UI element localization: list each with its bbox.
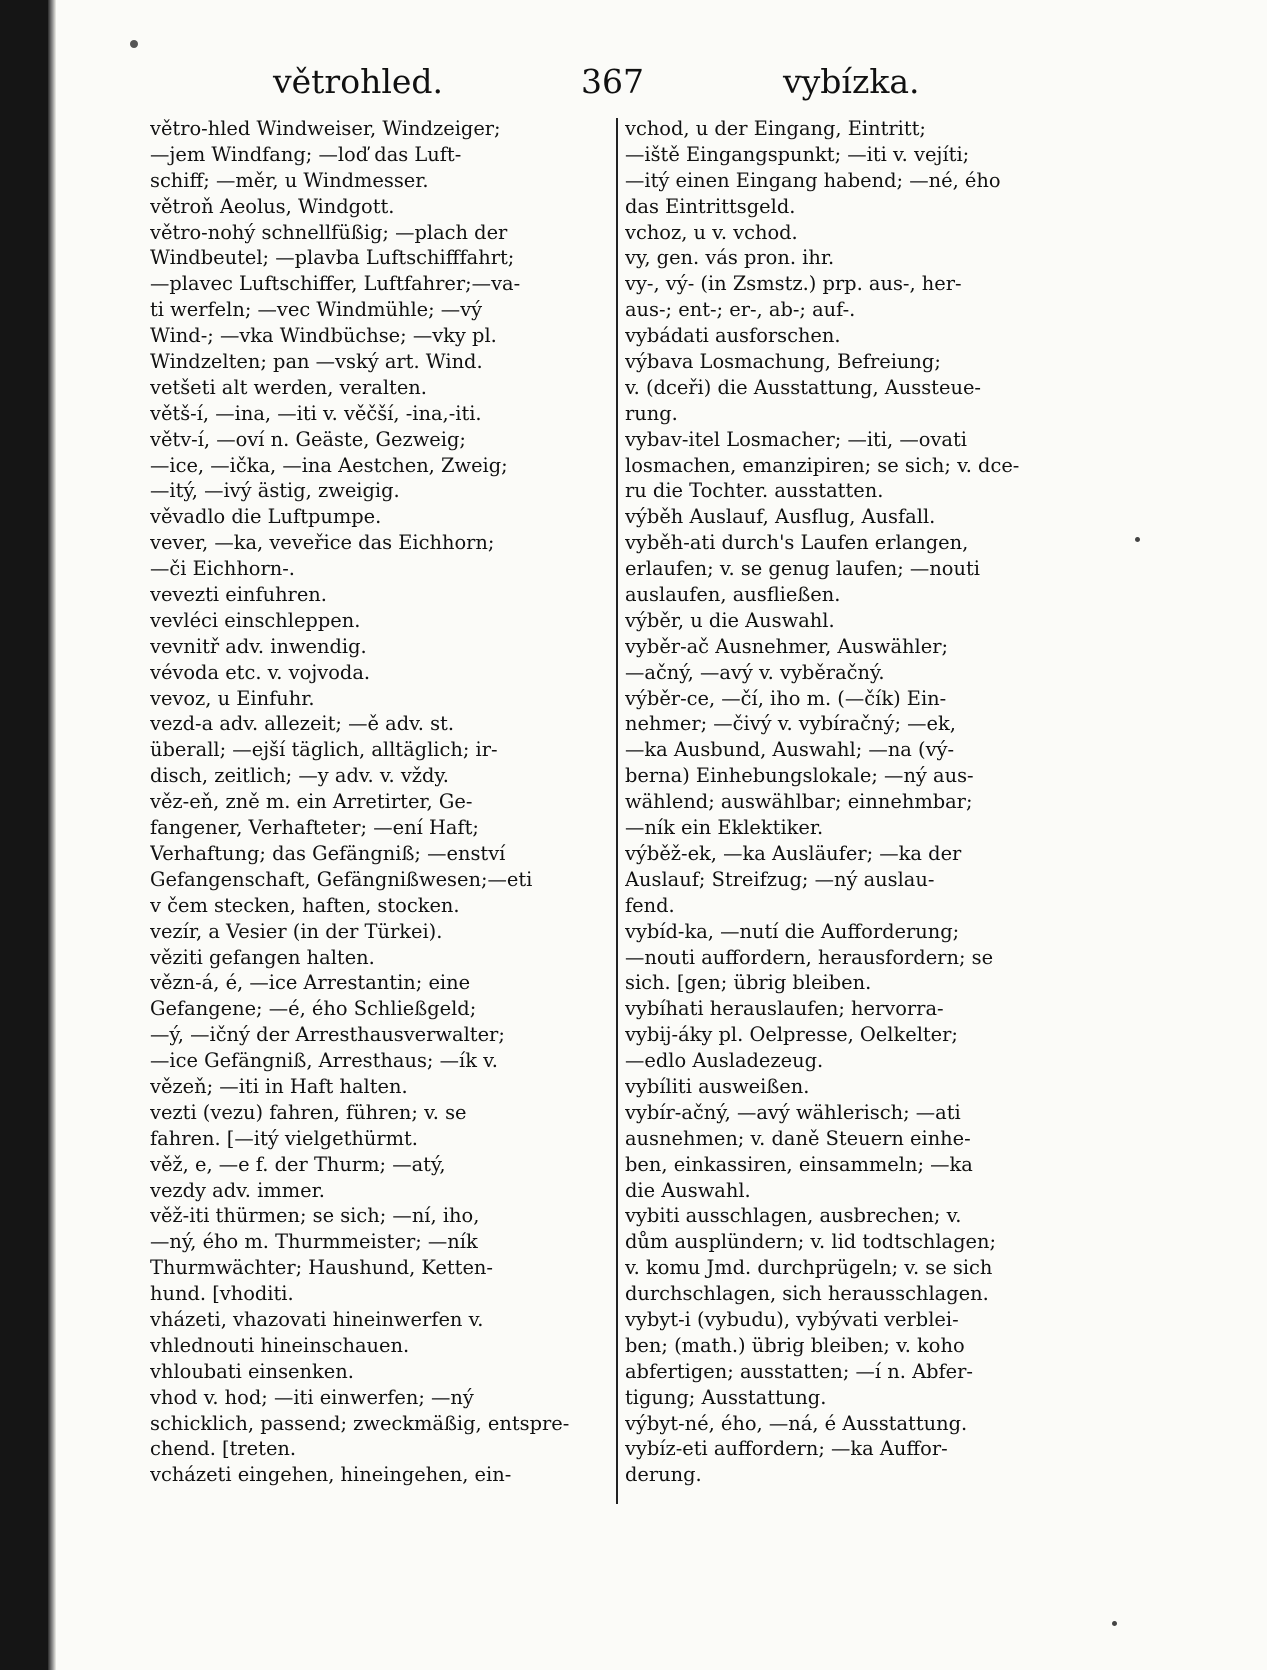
dictionary-entry-line: vchoz, u v. vchod. bbox=[625, 220, 798, 244]
dictionary-entry-line: věž-iti thürmen; se sich; —ní, iho, bbox=[150, 1204, 480, 1228]
dictionary-entry-line: wählend; auswählbar; einnehmbar; bbox=[625, 790, 973, 814]
dictionary-entry-line: —ý, —ičný der Arresthausverwalter; bbox=[150, 1023, 505, 1047]
dictionary-entry-line: ben; (math.) übrig bleiben; v. koho bbox=[625, 1333, 965, 1357]
page-number: 367 bbox=[581, 62, 644, 101]
dictionary-entry-line: aus-; ent-; er-, ab-; auf-. bbox=[625, 298, 856, 322]
dictionary-entry-line: v. (dceři) die Ausstattung, Aussteue- bbox=[625, 375, 981, 399]
dictionary-entry-line: vezd-a adv. allezeit; —ě adv. st. bbox=[150, 712, 454, 736]
dictionary-entry-line: vyběh-ati durch's Laufen erlangen, bbox=[625, 531, 969, 555]
dictionary-entry-line: Wind-; —vka Windbüchse; —vky pl. bbox=[150, 324, 497, 348]
dictionary-entry-line: Thurmwächter; Haushund, Ketten- bbox=[150, 1256, 493, 1280]
dictionary-entry-line: die Auswahl. bbox=[625, 1178, 751, 1202]
dictionary-entry-line: disch, zeitlich; —y adv. v. vždy. bbox=[150, 764, 449, 788]
dictionary-entry-line: výběr-ce, —čí, iho m. (—čík) Ein- bbox=[625, 686, 947, 710]
dictionary-entry-line: —ka Ausbund, Auswahl; —na (vý- bbox=[625, 738, 955, 762]
dictionary-entry-line: erlaufen; v. se genug laufen; —nouti bbox=[625, 557, 980, 581]
dictionary-entry-line: vcházeti eingehen, hineingehen, ein- bbox=[150, 1463, 512, 1487]
dictionary-entry-line: —plavec Luftschiffer, Luftfahrer;—va- bbox=[150, 272, 521, 296]
dictionary-entry-line: vhod v. hod; —iti einwerfen; —ný bbox=[150, 1385, 474, 1409]
dictionary-entry-line: sich. [gen; übrig bleiben. bbox=[625, 971, 872, 995]
dictionary-entry-line: —ný, ého m. Thurmmeister; —ník bbox=[150, 1230, 478, 1254]
dictionary-entry-line: Gefangenschaft, Gefängnißwesen;—eti bbox=[150, 867, 533, 891]
dictionary-entry-line: tigung; Ausstattung. bbox=[625, 1385, 827, 1409]
dictionary-entry-line: das Eintrittsgeld. bbox=[625, 194, 796, 218]
dictionary-entry-line: vybyt-i (vybudu), vybývati verblei- bbox=[625, 1307, 959, 1331]
dictionary-entry-line: Windzelten; pan —vský art. Wind. bbox=[150, 350, 483, 374]
dictionary-entry-line: —ačný, —avý v. vyběračný. bbox=[625, 660, 885, 684]
dictionary-entry-line: výbyt-né, ého, —ná, é Ausstattung. bbox=[625, 1411, 968, 1435]
dictionary-entry-line: ausnehmen; v. daně Steuern einhe- bbox=[625, 1126, 971, 1150]
dictionary-entry-line: vetšeti alt werden, veralten. bbox=[150, 375, 427, 399]
dictionary-entry-line: vybádati ausforschen. bbox=[625, 324, 841, 348]
dictionary-entry-line: výběh Auslauf, Ausflug, Ausfall. bbox=[625, 505, 936, 529]
dictionary-entry-line: durchschlagen, sich herausschlagen. bbox=[625, 1282, 989, 1306]
dictionary-entry-line: —ník ein Eklektiker. bbox=[625, 816, 824, 840]
dictionary-entry-line: vévoda etc. v. vojvoda. bbox=[150, 660, 371, 684]
dictionary-entry-line: berna) Einhebungslokale; —ný aus- bbox=[625, 764, 974, 788]
dictionary-entry-line: vhlednouti hineinschauen. bbox=[150, 1333, 410, 1357]
dictionary-entry-line: auslaufen, ausfließen. bbox=[625, 583, 841, 607]
dictionary-entry-line: —či Eichhorn-. bbox=[150, 557, 295, 581]
dictionary-entry-line: vhloubati einsenken. bbox=[150, 1359, 354, 1383]
dictionary-entry-line: vězeň; —iti in Haft halten. bbox=[150, 1074, 408, 1098]
dictionary-entry-line: chend. [treten. bbox=[150, 1437, 297, 1461]
dictionary-entry-line: v čem stecken, haften, stocken. bbox=[150, 893, 460, 917]
dictionary-entry-line: dům ausplündern; v. lid todtschlagen; bbox=[625, 1230, 996, 1254]
dictionary-entry-line: věž, e, —e f. der Thurm; —atý, bbox=[150, 1152, 446, 1176]
dictionary-entry-line: vevnitř adv. inwendig. bbox=[150, 634, 367, 658]
dictionary-entry-line: überall; —ejší täglich, alltäglich; ir- bbox=[150, 738, 498, 762]
header-left-guide-word: větrohled. bbox=[273, 62, 444, 101]
dictionary-entry-line: —itý, —ivý ästig, zweigig. bbox=[150, 479, 400, 503]
dictionary-entry-line: rung. bbox=[625, 401, 678, 425]
dictionary-entry-line: Auslauf; Streifzug; —ný auslau- bbox=[625, 867, 935, 891]
dictionary-entry-line: vever, —ka, veveřice das Eichhorn; bbox=[150, 531, 495, 555]
dictionary-entry-line: Gefangene; —é, ého Schließgeld; bbox=[150, 997, 477, 1021]
dictionary-entry-line: vybír-ačný, —avý wählerisch; —ati bbox=[625, 1100, 961, 1124]
dictionary-entry-line: —iště Eingangspunkt; —iti v. vejíti; bbox=[625, 142, 970, 166]
dictionary-entry-line: vybíd-ka, —nutí die Aufforderung; bbox=[625, 919, 960, 943]
dictionary-entry-line: výbava Losmachung, Befreiung; bbox=[625, 350, 941, 374]
dictionary-entry-line: vevléci einschleppen. bbox=[150, 608, 361, 632]
dictionary-entry-line: vybiti ausschlagen, ausbrechen; v. bbox=[625, 1204, 962, 1228]
header-right-guide-word: vybízka. bbox=[783, 62, 920, 101]
dictionary-entry-line: větv-í, —oví n. Geäste, Gezweig; bbox=[150, 427, 466, 451]
dictionary-entry-line: vybij-áky pl. Oelpresse, Oelkelter; bbox=[625, 1023, 958, 1047]
dictionary-entry-line: věz-eň, zně m. ein Arretirter, Ge- bbox=[150, 790, 473, 814]
dictionary-entry-line: vy, gen. vás pron. ihr. bbox=[625, 246, 835, 270]
dictionary-entry-line: vězn-á, é, —ice Arrestantin; eine bbox=[150, 971, 471, 995]
dictionary-entry-line: vezdy adv. immer. bbox=[150, 1178, 325, 1202]
dictionary-entry-line: schiff; —měr, u Windmesser. bbox=[150, 168, 429, 192]
dictionary-entry-line: vyběr-ač Ausnehmer, Auswähler; bbox=[625, 634, 948, 658]
ink-speck bbox=[1112, 1621, 1117, 1626]
page-header bbox=[48, 58, 1267, 118]
dictionary-entry-line: fangener, Verhafteter; —ení Haft; bbox=[150, 816, 479, 840]
dictionary-entry-line: derung. bbox=[625, 1463, 702, 1487]
dictionary-entry-line: větro-hled Windweiser, Windzeiger; bbox=[150, 117, 501, 140]
dictionary-entry-line: větro-nohý schnellfüßig; —plach der bbox=[150, 220, 508, 244]
dictionary-entry-line: vezír, a Vesier (in der Türkei). bbox=[150, 919, 443, 943]
dictionary-entry-line: —jem Windfang; —loď das Luft- bbox=[150, 142, 462, 166]
dictionary-entry-line: —nouti auffordern, herausfordern; se bbox=[625, 945, 994, 969]
dictionary-entry-line: fend. bbox=[625, 893, 675, 917]
dictionary-entry-line: vybav-itel Losmacher; —iti, —ovati bbox=[625, 427, 967, 451]
dictionary-entry-line: výběr, u die Auswahl. bbox=[625, 608, 835, 632]
dictionary-entry-line: Windbeutel; —plavba Luftschifffahrt; bbox=[150, 246, 515, 270]
column-divider bbox=[616, 118, 618, 1504]
dictionary-entry-line: vybíz-eti auffordern; —ka Auffor- bbox=[625, 1437, 948, 1461]
dictionary-entry-line: fahren. [—itý vielgethürmt. bbox=[150, 1126, 418, 1150]
dictionary-entry-line: větroň Aeolus, Windgott. bbox=[150, 194, 395, 218]
dictionary-entry-line: vy-, vý- (in Zsmstz.) prp. aus-, her- bbox=[625, 272, 962, 296]
dictionary-entry-line: vházeti, vhazovati hineinwerfen v. bbox=[150, 1307, 484, 1331]
book-spine-edge bbox=[48, 0, 56, 1670]
dictionary-entry-line: —edlo Ausladezeug. bbox=[625, 1049, 824, 1073]
dictionary-entry-line: větš-í, —ina, —iti v. věčší, -ina,-iti. bbox=[150, 401, 482, 425]
ink-speck bbox=[130, 40, 138, 48]
dictionary-entry-line: vevoz, u Einfuhr. bbox=[150, 686, 315, 710]
dictionary-entry-line: —ice, —ička, —ina Aestchen, Zweig; bbox=[150, 453, 508, 477]
dictionary-entry-line: věziti gefangen halten. bbox=[150, 945, 375, 969]
dictionary-entry-line: ru die Tochter. ausstatten. bbox=[625, 479, 884, 503]
ink-speck bbox=[1135, 537, 1140, 542]
dictionary-entry-line: ti werfeln; —vec Windmühle; —vý bbox=[150, 298, 483, 322]
dictionary-entry-line: vevezti einfuhren. bbox=[150, 583, 327, 607]
dictionary-entry-line: v. komu Jmd. durchprügeln; v. se sich bbox=[625, 1256, 993, 1280]
dictionary-entry-line: schicklich, passend; zweckmäßig, entspre- bbox=[150, 1411, 570, 1435]
dictionary-entry-line: vchod, u der Eingang, Eintritt; bbox=[625, 117, 926, 140]
dictionary-entry-line: —ice Gefängniß, Arresthaus; —ík v. bbox=[150, 1049, 498, 1073]
dictionary-entry-line: věvadlo die Luftpumpe. bbox=[150, 505, 382, 529]
dictionary-entry-line: vybíliti ausweißen. bbox=[625, 1074, 810, 1098]
dictionary-entry-line: výběž-ek, —ka Ausläufer; —ka der bbox=[625, 841, 962, 865]
dictionary-entry-line: vezti (vezu) fahren, führen; v. se bbox=[150, 1100, 467, 1124]
left-column bbox=[150, 116, 616, 1488]
dictionary-entry-line: nehmer; —čivý v. vybíračný; —ek, bbox=[625, 712, 956, 736]
dictionary-entry-line: vybíhati herauslaufen; hervorra- bbox=[625, 997, 944, 1021]
dictionary-entry-line: —itý einen Eingang habend; —né, ého bbox=[625, 168, 1001, 192]
dictionary-entry-line: losmachen, emanzipiren; se sich; v. dce- bbox=[625, 453, 1020, 477]
dictionary-entry-line: hund. [vhoditi. bbox=[150, 1282, 294, 1306]
dictionary-entry-line: Verhaftung; das Gefängniß; —enství bbox=[150, 841, 506, 865]
right-column bbox=[625, 116, 1089, 1488]
dictionary-entry-line: ben, einkassiren, einsammeln; —ka bbox=[625, 1152, 973, 1176]
dictionary-entry-line: abfertigen; ausstatten; —í n. Abfer- bbox=[625, 1359, 973, 1383]
